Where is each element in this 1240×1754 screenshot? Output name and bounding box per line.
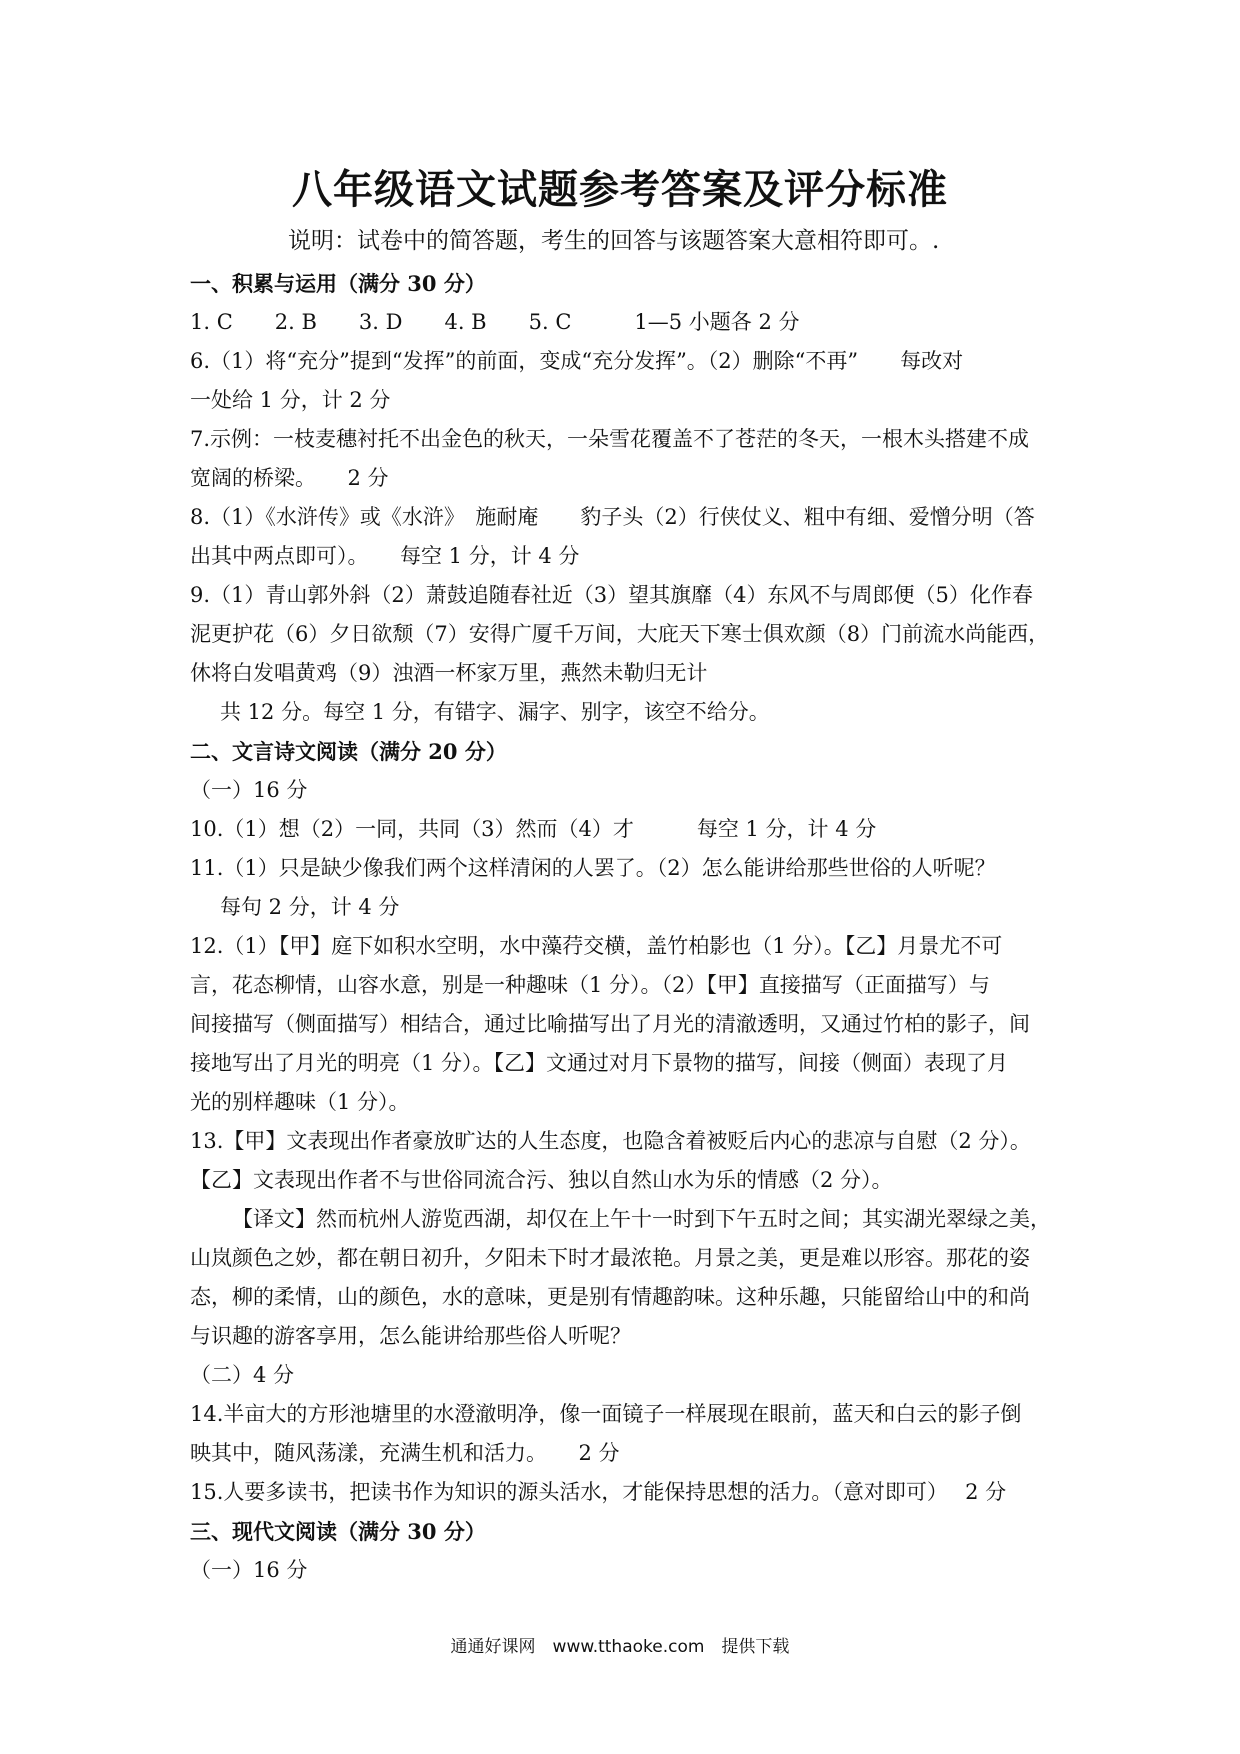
scoring-note: 每句 2 分，计 4 分 (220, 895, 400, 919)
answer-line: 一处给 1 分，计 2 分 (190, 388, 391, 412)
answer-line: 宽阔的桥梁。 2 分 (190, 466, 389, 490)
section-heading: 三、现代文阅读（满分 30 分） (190, 1519, 486, 1544)
translation-line: 与识趣的游客享用，怎么能讲给那些俗人听呢？ (190, 1324, 631, 1348)
answer-line: 10.（1）想（2）一同，共同（3）然而（4）才 每空 1 分，计 4 分 (190, 817, 877, 841)
answer-line: 【乙】文表现出作者不与世俗同流合污、独以自然山水为乐的情感（2 分）。 (190, 1168, 893, 1192)
answer-line: 7.示例：一枝麦穗衬托不出金色的秋天，一朵雪花覆盖不了苍茫的冬天，一根木头搭建不成 (190, 427, 1030, 451)
answer-line: 间接描写（侧面描写）相结合，通过比喻描写出了月光的清澈透明，又通过竹柏的影子，间 (190, 1012, 1030, 1036)
translation-line: 山岚颜色之妙，都在朝日初升，夕阳未下时才最浓艳。月景之美，更是难以形容。那花的姿 (190, 1246, 1030, 1270)
answer-content (190, 264, 1060, 1590)
answer-line: 休将白发唱黄鸡（9）浊酒一杯家万里，燕然未勒归无计 (190, 661, 708, 685)
answer-line: 15.人要多读书，把读书作为知识的源头活水，才能保持思想的活力。（意对即可） 2 分 (190, 1480, 1007, 1504)
answer-line: 光的别样趣味（1 分）。 (190, 1090, 410, 1114)
subsection-heading: （一）16 分 (190, 1558, 308, 1582)
answer-line: 出其中两点即可）。 每空 1 分，计 4 分 (190, 544, 580, 568)
page-title: 八年级语文试题参考答案及评分标准 (292, 166, 948, 213)
section-heading: 二、文言诗文阅读（满分 20 分） (190, 739, 507, 764)
answer-line: 言，花态柳情，山容水意，别是一种趣味（1 分）。（2）【甲】直接描写（正面描写）与 (190, 973, 990, 997)
translation-line: 【译文】然而杭州人游览西湖，却仅在上午十一时到下午五时之间；其实湖光翠绿之美， (232, 1207, 1051, 1231)
answer-line: 6.（1）将“充分”提到“发挥”的前面，变成“充分发挥”。（2）删除“不再” 每改对 (190, 349, 964, 373)
answer-line: 14.半亩大的方形池塘里的水澄澈明净，像一面镜子一样展现在眼前，蓝天和白云的影子倒 (190, 1402, 1022, 1426)
answer-line: 8.（1）《水浒传》或《水浒》 施耐庵 豹子头（2）行侠仗义、粗中有细、爱憎分明（答 (190, 505, 1035, 529)
subsection-heading: （一）16 分 (190, 778, 308, 802)
answer-line: 1. C 2. B 3. D 4. B 5. C 1—5 小题各 2 分 (190, 310, 800, 334)
page-footer: 通通好课网 www.tthaoke.com 提供下载 (450, 1637, 790, 1657)
answer-line: 9.（1）青山郭外斜（2）萧鼓追随春社近（3）望其旗靡（4）东风不与周郎便（5）化作春 (190, 583, 1033, 607)
section-heading: 一、积累与运用（满分 30 分） (190, 271, 486, 296)
answer-line: 接地写出了月光的明亮（1 分）。【乙】文通过对月下景物的描写，间接（侧面）表现了月 (190, 1051, 1009, 1075)
answer-line: 12.（1）【甲】庭下如积水空明，水中藻荇交横，盖竹柏影也（1 分）。【乙】月景尤不可 (190, 934, 1003, 958)
answer-line: 13.【甲】文表现出作者豪放旷达的人生态度，也隐含着被贬后内心的悲凉与自慰（2 分）。 (190, 1129, 1031, 1153)
answer-line: 11.（1）只是缺少像我们两个这样清闲的人罢了。（2）怎么能讲给那些世俗的人听呢？ (190, 856, 996, 880)
instruction-note: 说明：试卷中的简答题，考生的回答与该题答案大意相符即可。. (288, 228, 940, 254)
subsection-heading: （二）4 分 (190, 1363, 295, 1387)
answer-line: 泥更护花（6）夕日欲颓（7）安得广厦千万间，大庇天下寒士俱欢颜（8）门前流水尚能西， (190, 622, 1050, 646)
translation-line: 态，柳的柔情，山的颜色，水的意味，更是别有情趣韵味。这种乐趣，只能留给山中的和尚 (190, 1285, 1030, 1309)
scoring-note: 共 12 分。每空 1 分，有错字、漏字、别字，该空不给分。 (220, 700, 770, 724)
answer-line: 映其中，随风荡漾，充满生机和活力。 2 分 (190, 1441, 620, 1465)
